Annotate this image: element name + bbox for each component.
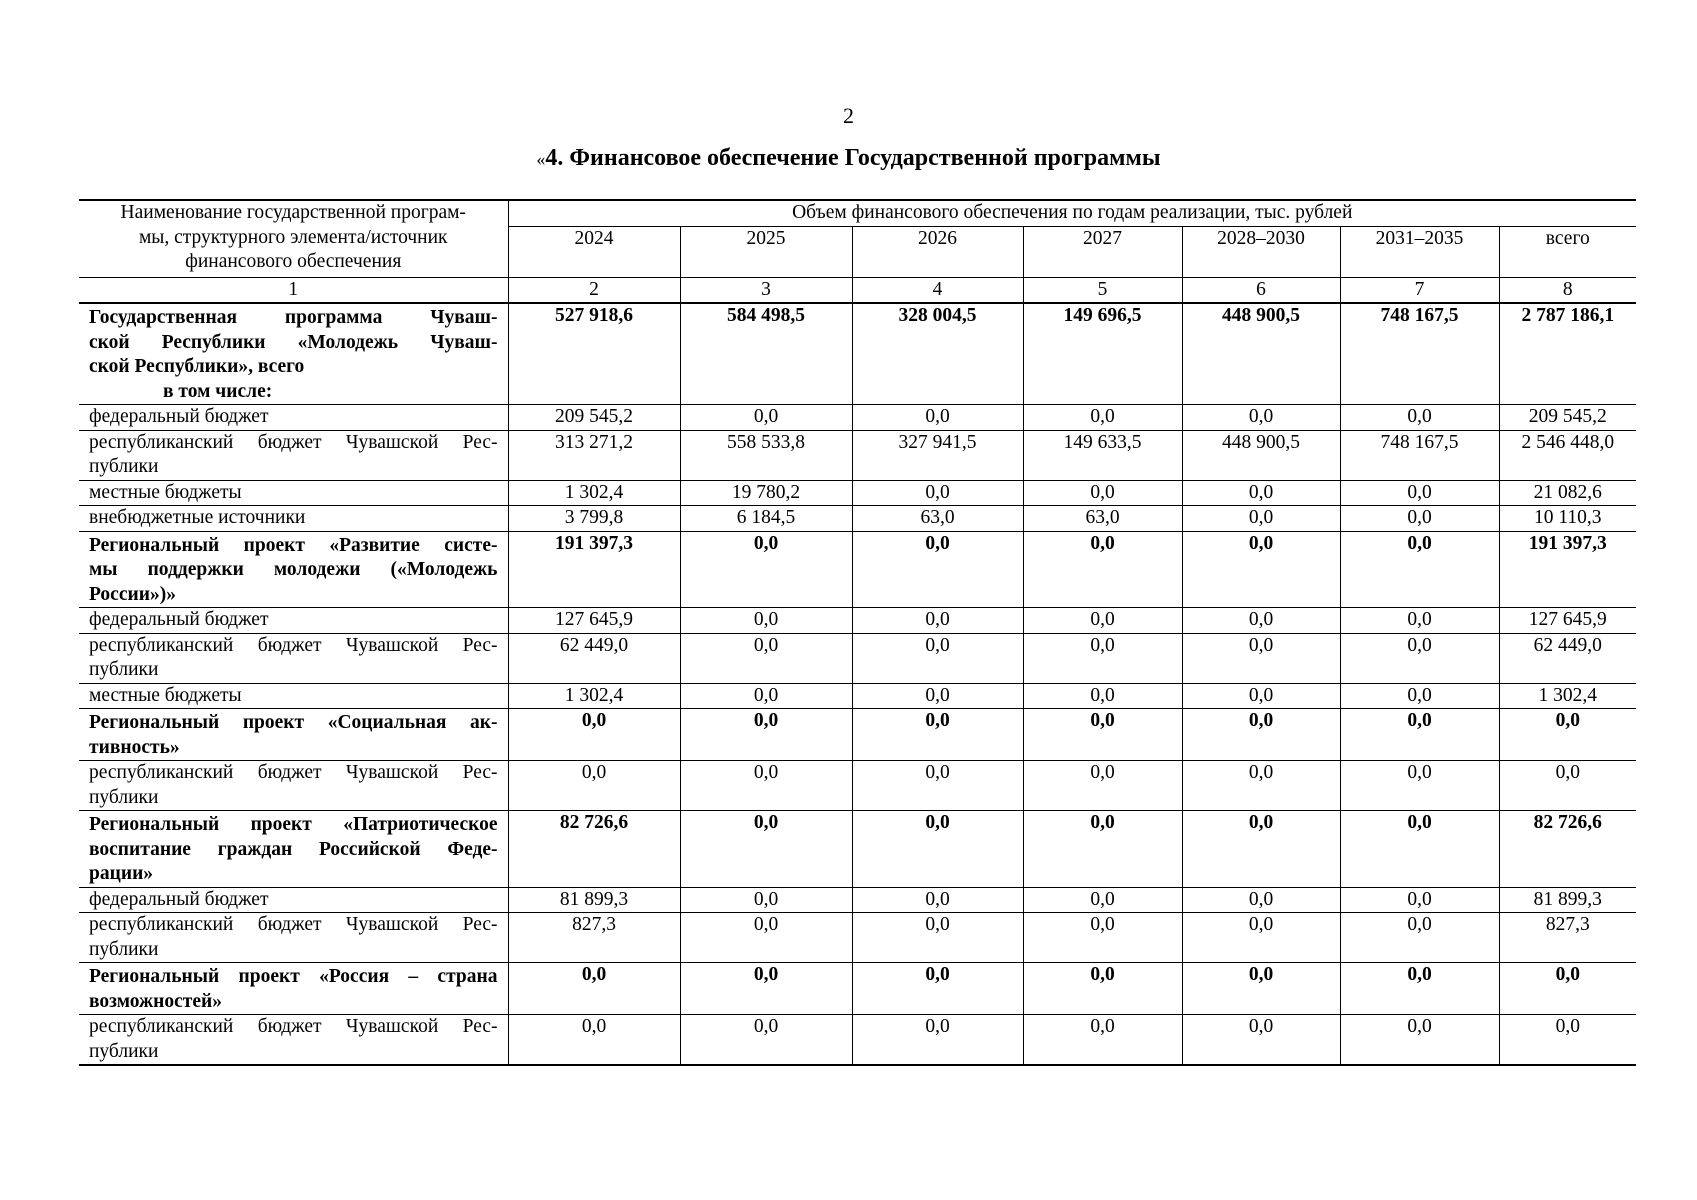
- value-cell: 0,0: [1023, 531, 1182, 608]
- value-cell: 0,0: [852, 963, 1023, 1015]
- column-number: 6: [1182, 277, 1340, 303]
- value-cell: 0,0: [1023, 811, 1182, 888]
- row-name-line: публики: [89, 1040, 159, 1062]
- row-name-line: воспитание граждан Российской Феде-: [89, 838, 498, 860]
- value-cell: 0,0: [680, 1015, 852, 1066]
- value-cell: 3 799,8: [508, 506, 680, 532]
- value-cell: 0,0: [680, 811, 852, 888]
- row-name-line: Региональный проект «Патриотическое: [89, 814, 498, 835]
- year-header: 2026: [852, 226, 1023, 277]
- value-cell: 63,0: [852, 506, 1023, 532]
- header-name-line: Наименование государственной програм-: [120, 202, 466, 223]
- value-cell: 0,0: [1182, 709, 1340, 761]
- value-cell: 0,0: [1499, 1015, 1636, 1066]
- value-cell: 0,0: [852, 683, 1023, 709]
- value-cell: 0,0: [680, 887, 852, 913]
- value-cell: 191 397,3: [508, 531, 680, 608]
- column-number: 7: [1340, 277, 1499, 303]
- value-cell: 1 302,4: [1499, 683, 1636, 709]
- value-cell: 827,3: [508, 913, 680, 963]
- table-row: [79, 1015, 1636, 1066]
- value-cell: 62 449,0: [508, 633, 680, 683]
- row-name-line: Региональный проект «Развитие систе-: [89, 534, 498, 556]
- value-cell: 0,0: [1023, 683, 1182, 709]
- value-cell: 0,0: [852, 887, 1023, 913]
- value-cell: 0,0: [680, 683, 852, 709]
- value-cell: 827,3: [1499, 913, 1636, 963]
- value-cell: 0,0: [1340, 683, 1499, 709]
- row-name-cell: [79, 430, 508, 480]
- value-cell: 448 900,5: [1182, 430, 1340, 480]
- row-name-line: республиканский бюджет Чувашской Рес-: [89, 634, 498, 656]
- title-text: 4. Финансовое обеспечение Государственной программы: [545, 145, 1161, 171]
- value-cell: 0,0: [1182, 913, 1340, 963]
- table-row: [79, 405, 1636, 431]
- value-cell: 0,0: [508, 761, 680, 811]
- value-cell: 149 633,5: [1023, 430, 1182, 480]
- row-name-line: местные бюджеты: [89, 684, 242, 706]
- row-name-cell: [79, 963, 508, 1015]
- value-cell: 191 397,3: [1499, 531, 1636, 608]
- value-cell: 0,0: [1182, 608, 1340, 634]
- value-cell: 327 941,5: [852, 430, 1023, 480]
- value-cell: 527 918,6: [508, 303, 680, 405]
- value-cell: 0,0: [1340, 709, 1499, 761]
- row-name-cell: [79, 405, 508, 431]
- row-name-cell: [79, 709, 508, 761]
- value-cell: 0,0: [1340, 480, 1499, 506]
- table-row: [79, 887, 1636, 913]
- year-header: 2031–2035: [1340, 226, 1499, 277]
- value-cell: 0,0: [680, 913, 852, 963]
- value-cell: 81 899,3: [508, 887, 680, 913]
- value-cell: 0,0: [1182, 480, 1340, 506]
- row-name-line: федеральный бюджет: [89, 406, 269, 427]
- table-row-section: [79, 811, 1636, 888]
- value-cell: 0,0: [1182, 506, 1340, 532]
- table-row-section: [79, 303, 1636, 405]
- value-cell: 0,0: [1340, 1015, 1499, 1066]
- header-name-line: мы, структурного элемента/источник: [138, 226, 448, 248]
- value-cell: 328 004,5: [852, 303, 1023, 405]
- value-cell: 0,0: [1023, 913, 1182, 963]
- value-cell: 584 498,5: [680, 303, 852, 405]
- year-header: 2027: [1023, 226, 1182, 277]
- value-cell: 21 082,6: [1499, 480, 1636, 506]
- row-name-cell: [79, 887, 508, 913]
- value-cell: 0,0: [852, 761, 1023, 811]
- header-name-cell: [79, 200, 508, 277]
- column-number: 2: [508, 277, 680, 303]
- value-cell: 0,0: [1182, 633, 1340, 683]
- value-cell: 0,0: [1340, 506, 1499, 532]
- value-cell: 0,0: [1499, 963, 1636, 1015]
- value-cell: 0,0: [1340, 531, 1499, 608]
- year-header: 2025: [680, 226, 852, 277]
- financing-table: [79, 199, 1636, 1066]
- value-cell: 2 546 448,0: [1499, 430, 1636, 480]
- value-cell: 81 899,3: [1499, 887, 1636, 913]
- value-cell: 0,0: [680, 709, 852, 761]
- row-name-line: ской Республики «Молодежь Чуваш-: [89, 331, 498, 353]
- value-cell: 0,0: [1340, 913, 1499, 963]
- row-name-subtitle: в том числе:: [163, 380, 273, 402]
- value-cell: 0,0: [852, 405, 1023, 431]
- value-cell: 0,0: [1340, 761, 1499, 811]
- value-cell: 0,0: [852, 811, 1023, 888]
- value-cell: 0,0: [852, 913, 1023, 963]
- row-name-line: федеральный бюджет: [89, 888, 269, 910]
- table-row: [79, 608, 1636, 634]
- value-cell: 63,0: [1023, 506, 1182, 532]
- table-row: [79, 761, 1636, 811]
- value-cell: 0,0: [852, 709, 1023, 761]
- value-cell: 0,0: [852, 608, 1023, 634]
- table-row: [79, 633, 1636, 683]
- value-cell: 0,0: [852, 480, 1023, 506]
- row-name-line: публики: [89, 938, 159, 960]
- value-cell: 0,0: [1340, 963, 1499, 1015]
- value-cell: 448 900,5: [1182, 303, 1340, 405]
- value-cell: 0,0: [852, 531, 1023, 608]
- value-cell: 0,0: [852, 1015, 1023, 1066]
- value-cell: 0,0: [508, 1015, 680, 1066]
- value-cell: 0,0: [1023, 405, 1182, 431]
- value-cell: 1 302,4: [508, 480, 680, 506]
- table-row: [79, 913, 1636, 963]
- value-cell: 0,0: [1182, 1015, 1340, 1066]
- row-name-line: тивность»: [89, 736, 180, 758]
- table-row: [79, 430, 1636, 480]
- column-number: 5: [1023, 277, 1182, 303]
- value-cell: 0,0: [1499, 761, 1636, 811]
- value-cell: 127 645,9: [508, 608, 680, 634]
- value-cell: 0,0: [1023, 480, 1182, 506]
- row-name-cell: [79, 683, 508, 709]
- value-cell: 10 110,3: [1499, 506, 1636, 532]
- year-header: 2024: [508, 226, 680, 277]
- value-cell: 0,0: [1340, 811, 1499, 888]
- row-name-line: возможностей»: [89, 990, 222, 1012]
- value-cell: 0,0: [1499, 709, 1636, 761]
- value-cell: 0,0: [1182, 531, 1340, 608]
- row-name-line: России»)»: [89, 583, 176, 605]
- value-cell: 82 726,6: [1499, 811, 1636, 888]
- value-cell: 748 167,5: [1340, 303, 1499, 405]
- row-name-line: рации»: [89, 863, 154, 884]
- row-name-line: Региональный проект «Социальная ак-: [89, 712, 498, 733]
- table-row-section: [79, 531, 1636, 608]
- row-name-cell: [79, 913, 508, 963]
- value-cell: 0,0: [1023, 887, 1182, 913]
- row-name-cell: [79, 531, 508, 608]
- value-cell: 0,0: [1023, 761, 1182, 811]
- row-name-line: республиканский бюджет Чувашской Рес-: [89, 762, 498, 783]
- value-cell: 0,0: [1182, 887, 1340, 913]
- table-row-section: [79, 709, 1636, 761]
- row-name-line: ской Республики», всего: [89, 356, 305, 377]
- value-cell: 313 271,2: [508, 430, 680, 480]
- value-cell: 2 787 186,1: [1499, 303, 1636, 405]
- value-cell: 1 302,4: [508, 683, 680, 709]
- value-cell: 0,0: [1340, 633, 1499, 683]
- value-cell: 82 726,6: [508, 811, 680, 888]
- column-number: 8: [1499, 277, 1636, 303]
- table-row: [79, 480, 1636, 506]
- row-name-line: публики: [89, 786, 159, 808]
- value-cell: 0,0: [1023, 1015, 1182, 1066]
- value-cell: 558 533,8: [680, 430, 852, 480]
- year-header: 2028–2030: [1182, 226, 1340, 277]
- value-cell: 0,0: [1340, 887, 1499, 913]
- value-cell: 0,0: [680, 633, 852, 683]
- row-name-cell: [79, 303, 508, 405]
- row-name-cell: [79, 1015, 508, 1066]
- value-cell: 209 545,2: [1499, 405, 1636, 431]
- value-cell: 0,0: [1340, 608, 1499, 634]
- value-cell: 0,0: [1023, 633, 1182, 683]
- value-cell: 62 449,0: [1499, 633, 1636, 683]
- year-header: всего: [1499, 226, 1636, 277]
- row-name-line: Государственная программа Чуваш-: [89, 307, 498, 328]
- table-row: [79, 683, 1636, 709]
- row-name-line: республиканский бюджет Чувашской Рес-: [89, 431, 498, 453]
- row-name-cell: [79, 811, 508, 888]
- value-cell: 0,0: [680, 531, 852, 608]
- value-cell: 127 645,9: [1499, 608, 1636, 634]
- value-cell: 209 545,2: [508, 405, 680, 431]
- row-name-line: местные бюджеты: [89, 481, 242, 503]
- value-cell: 0,0: [852, 633, 1023, 683]
- table-row-section: [79, 963, 1636, 1015]
- row-name-cell: [79, 761, 508, 811]
- title-quote: «: [536, 149, 546, 169]
- value-cell: 0,0: [1023, 963, 1182, 1015]
- page-number: 2: [843, 103, 854, 128]
- value-cell: 0,0: [680, 761, 852, 811]
- row-name-line: республиканский бюджет Чувашской Рес-: [89, 1016, 498, 1037]
- value-cell: 0,0: [508, 963, 680, 1015]
- document-title: [0, 145, 1697, 172]
- value-cell: 0,0: [680, 405, 852, 431]
- value-cell: 748 167,5: [1340, 430, 1499, 480]
- value-cell: 149 696,5: [1023, 303, 1182, 405]
- row-name-line: публики: [89, 456, 159, 477]
- column-number: 4: [852, 277, 1023, 303]
- value-cell: 0,0: [1182, 405, 1340, 431]
- row-name-line: публики: [89, 659, 159, 680]
- row-name-line: федеральный бюджет: [89, 609, 269, 630]
- value-cell: 0,0: [1182, 963, 1340, 1015]
- row-name-line: внебюджетные источники: [89, 507, 306, 528]
- table-row: [79, 506, 1636, 532]
- value-cell: 0,0: [1182, 811, 1340, 888]
- row-name-cell: [79, 506, 508, 532]
- header-volume: Объем финансового обеспечения по годам реализации, тыс. рублей: [508, 200, 1636, 226]
- value-cell: 19 780,2: [680, 480, 852, 506]
- column-number: 1: [79, 277, 508, 303]
- column-number: 3: [680, 277, 852, 303]
- value-cell: 0,0: [1023, 709, 1182, 761]
- value-cell: 0,0: [680, 963, 852, 1015]
- row-name-line: Региональный проект «Россия – страна: [89, 966, 498, 987]
- value-cell: 0,0: [680, 608, 852, 634]
- row-name-line: мы поддержки молодежи («Молодежь: [89, 559, 498, 580]
- value-cell: 6 184,5: [680, 506, 852, 532]
- value-cell: 0,0: [508, 709, 680, 761]
- row-name-cell: [79, 480, 508, 506]
- header-name-line: финансового обеспечения: [185, 251, 402, 272]
- row-name-cell: [79, 608, 508, 634]
- value-cell: 0,0: [1182, 683, 1340, 709]
- value-cell: 0,0: [1182, 761, 1340, 811]
- value-cell: 0,0: [1023, 608, 1182, 634]
- row-name-line: республиканский бюджет Чувашской Рес-: [89, 914, 498, 935]
- value-cell: 0,0: [1340, 405, 1499, 431]
- row-name-cell: [79, 633, 508, 683]
